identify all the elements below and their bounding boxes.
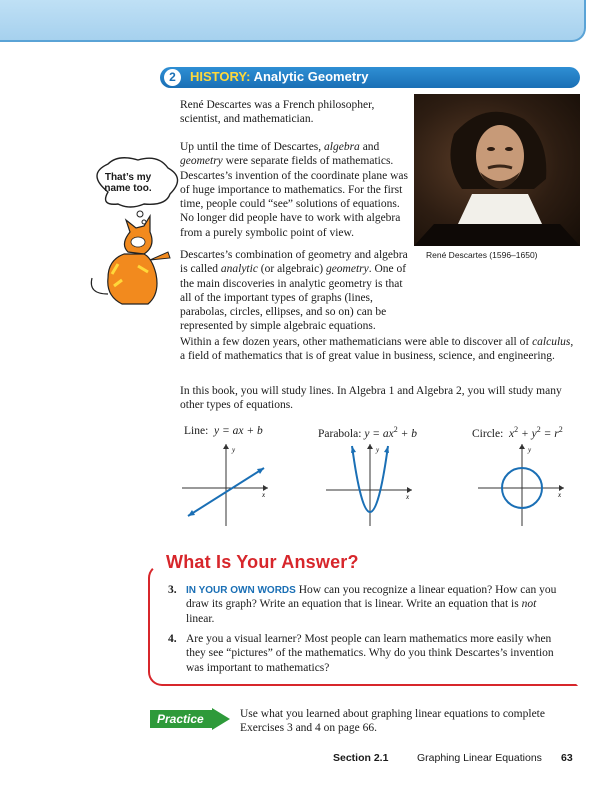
line-x-label: x [262, 491, 266, 499]
top-banner [0, 0, 586, 42]
portrait-caption: René Descartes (1596–1650) [426, 250, 538, 260]
in-your-own-words-tag: IN YOUR OWN WORDS [186, 585, 296, 596]
bubble-line-2: name too. [104, 183, 152, 194]
question-4-number: 4. [168, 633, 177, 645]
practice-label: Practice [157, 712, 204, 726]
parabola-y-label: y [376, 446, 380, 454]
circle-y-label: y [528, 446, 532, 454]
descartes-portrait [414, 94, 580, 246]
circle-graph [474, 442, 570, 528]
paragraph-book: In this book, you will study lines. In Algebra 1 and Algebra 2, you will study many other types of equations. [180, 385, 562, 412]
paragraph-intro: René Descartes was a French philosopher, scientist, and mathematician. [180, 99, 375, 126]
circle-graph-label: Circle: $x^2 + y^2 = r^2$ [472, 425, 563, 440]
line-y-label: y [232, 446, 236, 454]
footer-title: Graphing Linear Equations [417, 752, 542, 764]
parabola-graph [322, 442, 418, 528]
paragraph-calculus: Within a few dozen years, other mathematicians were able to discover all of calculus, a field of mathematics that is of great value in business, science, and engineering. [180, 336, 574, 363]
footer-section: Section 2.1 [333, 752, 389, 764]
practice-text: Use what you learned about graphing linear equations to complete Exercises 3 and 4 on page 66. [240, 708, 545, 735]
question-3: IN YOUR OWN WORDS How can you recognize a linear equation? How can you draw its graph? Write an equation that is linear. Write an equation that is not linear. [186, 584, 557, 625]
paragraph-analytic: Descartes’s combination of geometry and algebra is called analytic (or algebraic) geometry. One of the main discoveries in analytic geometry is that all of the important types of graphs (lines, parabolas, circles, ellipses, and so on) can be represented by simple algebraic equations. [180, 249, 408, 333]
question-4: Are you a visual learner? Most people can learn mathematics more easily when they see “pictures” of the mathematics. Why do you think Descartes’s invention was important to mathematics? [186, 633, 554, 674]
section-number: 2 [164, 69, 181, 86]
speech-bubble [96, 172, 160, 194]
page-number: 63 [561, 752, 573, 764]
parabola-graph-label: Parabola: $y = ax^2 + b$ [318, 425, 418, 440]
section-title [190, 69, 368, 84]
parabola-x-label: x [406, 493, 410, 501]
line-graph [178, 442, 274, 528]
circle-x-label: x [558, 491, 562, 499]
bubble-line-1: That’s my [104, 172, 152, 183]
section-header [160, 67, 580, 88]
question-3-number: 3. [168, 584, 177, 596]
answer-section-title: What Is Your Answer? [166, 552, 359, 572]
paragraph-history: Up until the time of Descartes, algebra and geometry were separate fields of mathematics. Descartes’s invention of the coordinate plane was of huge importance to mathematics. For the first time, people could “see” solutions of equations. No longer did people have to work with algebra from a purely symbolic point of view. [180, 141, 409, 239]
section-label-prefix: HISTORY: [190, 69, 251, 84]
line-graph-label: Line: y = ax + b [184, 425, 263, 437]
section-label-title: Analytic Geometry [253, 69, 369, 84]
